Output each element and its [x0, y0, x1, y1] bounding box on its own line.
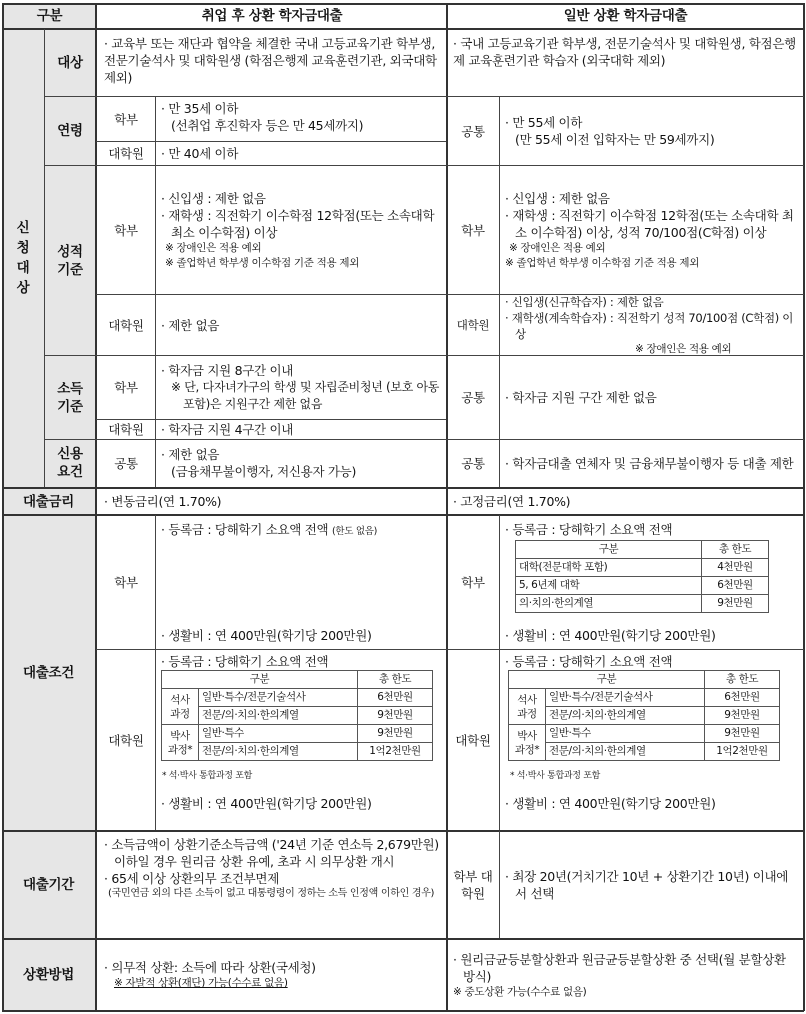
cond-b-grad-living: · 생활비 : 연 400만원(학기당 200만원) [505, 796, 716, 811]
ug-limit-row-value: 6천만원 [702, 577, 769, 595]
cond-b-ug-tuition: · 등록금 : 당해학기 소요액 전액 [505, 522, 673, 537]
credit-a-label: 공통 [114, 455, 138, 471]
grade-a-ug-enrolled: · 재학생 : 직전학기 이수학점 12학점(또는 소속대학 최소 이수학점) 이상 [161, 207, 435, 240]
income-a-grad-label: 대학원 [108, 422, 144, 437]
grade-a-ug-note1: ※ 장애인은 적용 예외 [165, 241, 262, 254]
period-a-line3: (국민연금 외의 다른 소득이 없고 대통령령이 정하는 소득 인정액 이하인 경우) [108, 888, 435, 899]
income-b-label: 공통 [461, 390, 485, 405]
grade-b-ug-note1: ※ 장애인은 적용 예외 [509, 241, 606, 254]
cond-b-ug-label: 학부 [461, 575, 485, 590]
grad-limit-b-row-label: 일반·특수 [546, 725, 705, 743]
grid-line [155, 96, 156, 487]
grad-limit-a-row-label: 일반·특수/전문기술석사 [199, 689, 358, 707]
period-b: · 최장 20년(거치기간 10년 + 상환기간 10년) 이내에서 선택 [505, 869, 789, 901]
grade-a-ug-label: 학부 [114, 222, 138, 238]
age-b-line1: · 만 55세 이하 [505, 115, 583, 130]
category-repayment: 상환방법 [23, 967, 74, 983]
grade-a-ug-freshman: · 신입생 : 제한 없음 [161, 190, 266, 206]
credit-b: · 학자금대출 연체자 및 금융채무불이행자 등 대출 제한 [505, 455, 794, 471]
grade-b-ug [501, 166, 803, 294]
age-b [501, 97, 803, 165]
grade-b-grad [501, 295, 803, 355]
cond-b-grad-tuition: · 등록금 : 당해학기 소요액 전액 [505, 654, 673, 669]
repay-b [449, 940, 803, 1010]
grid-line [2, 3, 804, 5]
grid-line [2, 487, 804, 489]
grade-a-grad: · 제한 없음 [161, 317, 220, 333]
period-a-line2: · 65세 이상 상환의무 조건부면제 [104, 871, 279, 886]
grid-line [2, 938, 804, 940]
grad-limit-table-b [508, 670, 780, 761]
rate-b: · 고정금리(연 1.70%) [453, 494, 571, 509]
grade-b-ug-enrolled: · 재학생 : 직전학기 이수학점 12학점(또는 소속대학 최소 이수학점) 이상, 성적 70/100점(C학점) 이상 [505, 207, 794, 240]
period-a-line1: · 소득금액이 상환기준소득금액 ('24년 기준 연소득 2,679만원) 이하일 경우 원리금 상환 유예, 초과 시 의무상환 개시 [104, 837, 439, 869]
grad-limit-a-row-label: 전문/의·치의·한의계열 [199, 743, 358, 761]
income-a-ug-line1: · 학자금 지원 8구간 이내 [161, 363, 293, 378]
sub-credit: 신용요건 [57, 446, 83, 480]
category-apply-target: 신청대상 [16, 220, 30, 296]
age-a-grad: · 만 40세 이하 [161, 146, 239, 161]
ug-limit-head-total: 총 한도 [702, 541, 769, 559]
sub-income: 소득기준 [57, 380, 83, 415]
ug-limit-row-label: 의·치의·한의계열 [516, 595, 702, 613]
header-general-repayment: 일반 상환 학자금대출 [563, 7, 688, 24]
income-a-ug-line2: ※ 단, 다자녀가구의 학생 및 자립준비청년 (보호 아동 포함)은 지원구간 제한 없음 [171, 380, 440, 411]
grade-b-ug-freshman: · 신입생 : 제한 없음 [505, 190, 610, 206]
cond-a-grad-tuition: · 등록금 : 당해학기 소요액 전액 [161, 654, 329, 669]
grid-line [96, 141, 446, 142]
repay-a-line2: ※ 자발적 상환(재단) 가능(수수료 없음) [114, 977, 288, 989]
income-a-ug-label: 학부 [114, 380, 138, 395]
grad-limit-a-row-label: 전문/의·치의·한의계열 [199, 707, 358, 725]
cond-b-grad-label: 대학원 [455, 732, 491, 748]
grad-limit-a-master: 석사 과정 [162, 689, 199, 725]
credit-a-line2: (금융채무불이행자, 저신용자 가능) [171, 464, 357, 479]
category-interest-rate: 대출금리 [23, 493, 74, 510]
period-a [100, 833, 446, 937]
grid-line [95, 3, 97, 1011]
grid-line [499, 831, 500, 938]
cond-a-ug-living: · 생활비 : 연 400만원(학기당 200만원) [161, 628, 372, 643]
grid-line [499, 515, 500, 830]
grid-line [2, 1010, 804, 1012]
ug-limit-row-label: 대학(전문대학 포함) [516, 559, 702, 577]
target-a: · 교육부 또는 재단과 협약을 체결한 국내 고등교육기관 학부생, 전문기술석사 및 대학원생 (학점은행제 교육훈련기관, 외국대학 제외) [104, 36, 437, 85]
cond-a-ug-tuition-text: · 등록금 : 당해학기 소요액 전액 [161, 522, 329, 537]
category-loan-conditions: 대출조건 [23, 665, 74, 681]
cond-b-ug-living: · 생활비 : 연 400만원(학기당 200만원) [505, 628, 716, 643]
grad-limit-b-head-gubun: 구분 [509, 671, 705, 689]
sub-grade: 성적기준 [57, 243, 83, 278]
grid-line [96, 649, 804, 650]
grid-line [803, 3, 805, 1011]
grad-limit-b-doctor: 박사 과정* [509, 725, 546, 761]
grad-limit-a-row-value: 1억2천만원 [358, 743, 433, 761]
header-income-contingent: 취업 후 상환 학자금대출 [201, 7, 343, 24]
grad-limit-b-row-value: 9천만원 [705, 707, 780, 725]
grid-line [446, 3, 448, 1011]
cond-a-grad-footnote: * 석·박사 통합과정 포함 [162, 771, 252, 781]
grid-line [499, 96, 500, 487]
age-a-ug-line1: · 만 35세 이하 [161, 101, 239, 116]
rate-a: · 변동금리(연 1.70%) [104, 494, 222, 509]
grad-limit-b-head-total: 총 한도 [705, 671, 780, 689]
age-a-ug [157, 97, 446, 141]
ug-limit-row-label: 5, 6년제 대학 [516, 577, 702, 595]
grad-limit-a-doctor: 박사 과정* [162, 725, 199, 761]
cond-b-grad-footnote: * 석·박사 통합과정 포함 [510, 771, 600, 781]
grid-line [44, 165, 804, 166]
grade-b-ug-note2: ※ 졸업학년 학부생 이수학점 기준 적용 제외 [505, 256, 700, 269]
grad-limit-b-row-value: 1억2천만원 [705, 743, 780, 761]
grad-limit-b-row-label: 전문/의·치의·한의계열 [546, 707, 705, 725]
grade-b-grad-label: 대학원 [456, 317, 490, 332]
credit-a-line1: · 제한 없음 [161, 447, 220, 462]
grid-line [44, 439, 804, 440]
income-a-grad: · 학자금 지원 4구간 이내 [161, 422, 293, 437]
grid-line [155, 515, 156, 830]
grad-limit-a-head-gubun: 구분 [162, 671, 358, 689]
grade-b-ug-label: 학부 [461, 222, 485, 238]
grad-limit-b-row-label: 전문/의·치의·한의계열 [546, 743, 705, 761]
grad-limit-b-row-label: 일반·특수/전문기술석사 [546, 689, 705, 707]
grad-limit-a-row-value: 9천만원 [358, 707, 433, 725]
grade-b-grad-note: ※ 장애인은 적용 예외 [635, 342, 732, 355]
grid-line [44, 96, 804, 97]
credit-a [157, 440, 446, 486]
grid-line [2, 28, 804, 30]
grid-line [96, 294, 804, 295]
income-b: · 학자금 지원 구간 제한 없음 [505, 390, 657, 405]
grid-line [2, 830, 804, 832]
age-a-ug-line2: (선취업 후진학자 등은 만 45세까지) [171, 118, 364, 133]
grad-limit-b-master: 석사 과정 [509, 689, 546, 725]
grad-limit-table-a [161, 670, 433, 761]
cond-a-ug-label: 학부 [114, 575, 138, 590]
cond-a-ug-tuition-note: (한도 없음) [331, 526, 377, 537]
grade-a-ug [157, 166, 446, 294]
repay-b-line1: · 원리금균등분할상환과 원금균등분할상환 중 선택(월 분할상환 방식) [453, 951, 786, 984]
grad-limit-a-row-value: 6천만원 [358, 689, 433, 707]
grad-limit-b-row-value: 9천만원 [705, 725, 780, 743]
grade-a-ug-note2: ※ 졸업학년 학부생 이수학점 기준 적용 제외 [165, 256, 360, 269]
grade-a-grad-label: 대학원 [108, 317, 144, 333]
grade-b-grad-continuing: · 재학생(계속학습자) : 직전학기 성적 70/100점 (C학점) 이상 [505, 310, 794, 341]
cond-a-ug-tuition [157, 518, 446, 538]
repay-b-line2: ※ 중도상환 가능(수수료 없음) [453, 985, 587, 998]
grade-b-grad-new: · 신입생(신규학습자) : 제한 없음 [505, 294, 664, 309]
credit-b-label: 공통 [461, 455, 485, 471]
ug-limit-table [515, 540, 769, 613]
age-a-ug-label: 학부 [114, 111, 138, 127]
ug-limit-head-gubun: 구분 [516, 541, 702, 559]
sub-age: 연령 [57, 123, 83, 139]
income-a-ug [157, 356, 446, 419]
ug-limit-row-value: 9천만원 [702, 595, 769, 613]
age-a-grad-label: 대학원 [108, 146, 144, 161]
grid-line [96, 419, 446, 420]
grad-limit-b-row-value: 6천만원 [705, 689, 780, 707]
grid-line [44, 29, 45, 487]
age-b-line2: (만 55세 이전 입학자는 만 59세까지) [515, 132, 715, 147]
repay-a-line1: · 의무적 상환: 소득에 따라 상환(국세청) [104, 960, 316, 975]
cond-a-grad-living: · 생활비 : 연 400만원(학기당 200만원) [161, 796, 372, 811]
cond-a-grad-label: 대학원 [108, 732, 144, 748]
period-b-label: 학부 대학원 [453, 869, 493, 901]
target-b: · 국내 고등교육기관 학부생, 전문기술석사 및 대학원생, 학점은행제 교육훈련기관 학습자 (외국대학 제외) [453, 36, 796, 68]
header-gubun: 구분 [36, 7, 63, 24]
ug-limit-row-value: 4천만원 [702, 559, 769, 577]
grad-limit-a-row-label: 일반·특수 [199, 725, 358, 743]
repay-a [100, 940, 446, 1010]
sub-target: 대상 [57, 55, 83, 71]
grad-limit-a-head-total: 총 한도 [358, 671, 433, 689]
age-b-label: 공통 [461, 123, 485, 139]
grid-line [2, 3, 4, 1011]
grid-line [44, 355, 804, 356]
category-loan-period: 대출기간 [23, 877, 74, 893]
grid-line [2, 514, 804, 516]
grad-limit-a-row-value: 9천만원 [358, 725, 433, 743]
